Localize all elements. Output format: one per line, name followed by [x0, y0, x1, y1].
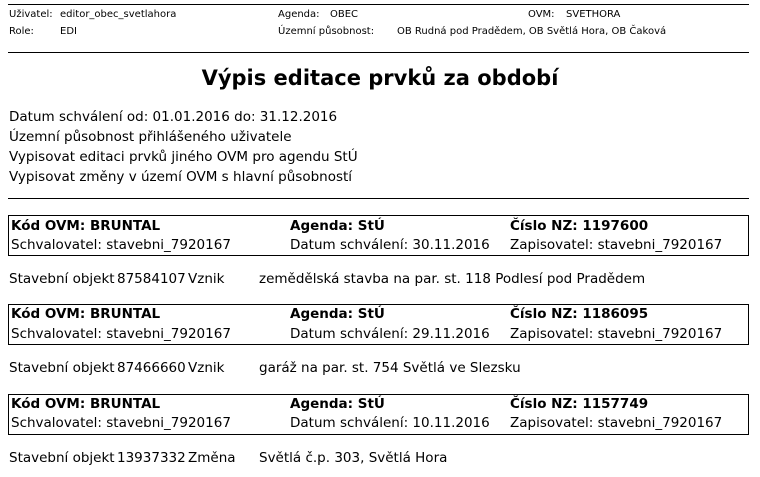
entry-zapisovatel: Zapisovatel: stavebni_7920167	[510, 415, 723, 431]
header-bottom-rule	[8, 52, 749, 53]
record-action: Změna	[188, 450, 236, 466]
entry-kod-ovm: Kód OVM: BRUNTAL	[11, 218, 161, 234]
entry-schvalovatel: Schvalovatel: stavebni_7920167	[11, 326, 231, 342]
info-rule	[8, 198, 749, 199]
agenda-label: Agenda:	[278, 9, 320, 20]
page-title: Výpis editace prvků za období	[201, 66, 559, 90]
info-date-range: Datum schválení od: 01.01.2016 do: 31.12.2016	[9, 109, 338, 125]
entry-kod-ovm: Kód OVM: BRUNTAL	[11, 396, 161, 412]
entry-datum-schvaleni: Datum schválení: 30.11.2016	[290, 237, 490, 253]
scope-value: OB Rudná pod Pradědem, OB Světlá Hora, OB Čaková	[397, 26, 667, 37]
entry-schvalovatel: Schvalovatel: stavebni_7920167	[11, 237, 231, 253]
entry-cislo-nz: Číslo NZ: 1186095	[510, 306, 649, 322]
entry-schvalovatel: Schvalovatel: stavebni_7920167	[11, 415, 231, 431]
record-description: zemědělská stavba na par. st. 118 Podlesí pod Pradědem	[259, 271, 646, 287]
user-label: Uživatel:	[9, 9, 53, 20]
entry-kod-ovm: Kód OVM: BRUNTAL	[11, 306, 161, 322]
scope-label: Územní působnost:	[278, 26, 375, 37]
info-changes: Vypisovat změny v území OVM s hlavní působností	[9, 169, 353, 185]
record-description: garáž na par. st. 754 Světlá ve Slezsku	[259, 360, 521, 376]
entry-agenda: Agenda: StÚ	[290, 218, 385, 234]
header-top-rule	[8, 4, 749, 5]
entry-agenda: Agenda: StÚ	[290, 396, 385, 412]
record-action: Vznik	[188, 360, 225, 376]
record-action: Vznik	[188, 271, 225, 287]
entry-zapisovatel: Zapisovatel: stavebni_7920167	[510, 237, 723, 253]
entry-zapisovatel: Zapisovatel: stavebni_7920167	[510, 326, 723, 342]
info-scope: Územní působnost přihlášeného uživatele	[9, 129, 292, 145]
record-type: Stavební objekt	[9, 360, 115, 376]
user-value: editor_obec_svetlahora	[60, 9, 177, 20]
entry-cislo-nz: Číslo NZ: 1197600	[510, 218, 649, 234]
record-description: Světlá č.p. 303, Světlá Hora	[259, 450, 448, 466]
entry-datum-schvaleni: Datum schválení: 10.11.2016	[290, 415, 490, 431]
ovm-label: OVM:	[528, 9, 555, 20]
agenda-value: OBEC	[330, 9, 359, 20]
record-id: 13937332	[117, 450, 186, 466]
record-type: Stavební objekt	[9, 450, 115, 466]
record-type: Stavební objekt	[9, 271, 115, 287]
ovm-value: SVETHORA	[566, 9, 621, 20]
entry-datum-schvaleni: Datum schválení: 29.11.2016	[290, 326, 490, 342]
record-id: 87466660	[117, 360, 186, 376]
role-value: EDI	[60, 26, 77, 37]
entry-cislo-nz: Číslo NZ: 1157749	[510, 396, 649, 412]
role-label: Role:	[9, 26, 34, 37]
info-other-ovm: Vypisovat editaci prvků jiného OVM pro agendu StÚ	[9, 149, 358, 165]
entry-agenda: Agenda: StÚ	[290, 306, 385, 322]
record-id: 87584107	[117, 271, 186, 287]
